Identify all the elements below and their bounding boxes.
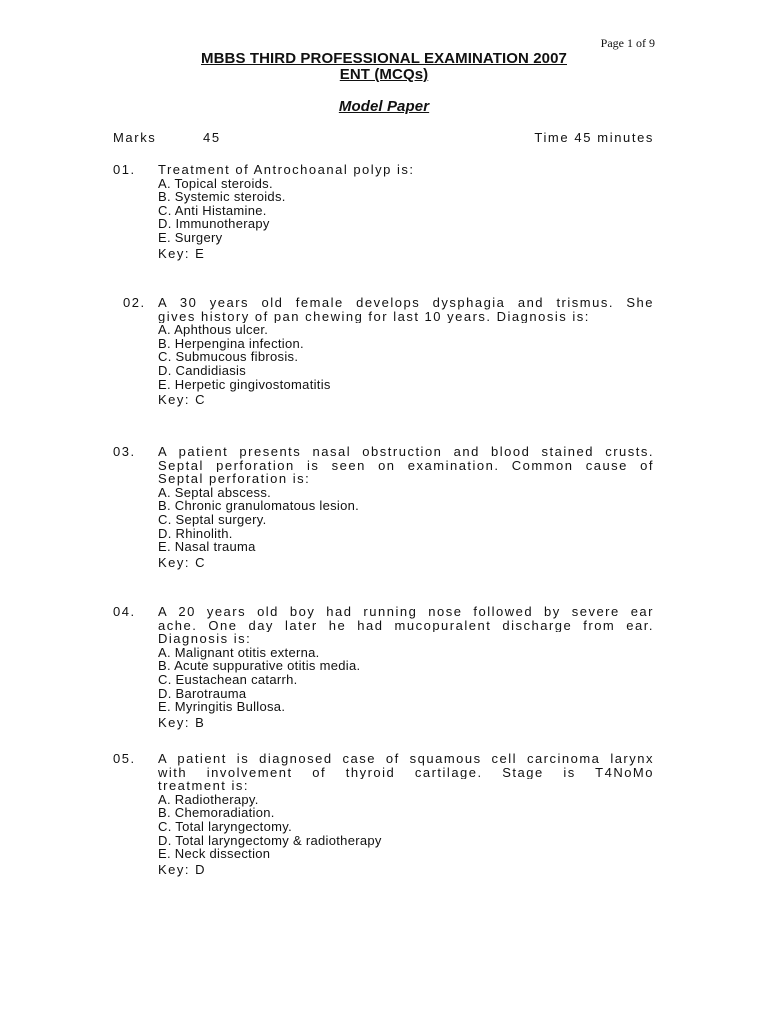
- answer-option: B. Chronic granulomatous lesion.: [158, 498, 360, 514]
- answer-option: C. Total laryngectomy.: [158, 818, 293, 834]
- question-number: 05.: [113, 751, 136, 766]
- answer-option: A. Septal abscess.: [158, 484, 272, 500]
- exam-subject-text: ENT (MCQs): [339, 66, 429, 83]
- answer-key: Key: B: [158, 714, 206, 730]
- answer-option: C. Anti Histamine.: [158, 202, 267, 218]
- answer-option: C. Eustachean catarrh.: [158, 671, 298, 687]
- time-allowed: Time 45 minutes: [534, 130, 654, 145]
- question-stem-line: A patient is diagnosed case of squamous cell carcinoma larynx: [158, 752, 654, 766]
- question-number: 01.: [113, 162, 136, 177]
- question-body: [158, 445, 654, 569]
- question-stem-line: ache. One day later he had mucopuralent discharge from ear.: [158, 618, 654, 633]
- question-stem-line: gives history of pan chewing for last 10 years. Diagnosis is:: [158, 309, 590, 324]
- answer-option: D. Immunotherapy: [158, 216, 270, 232]
- answer-option: A. Malignant otitis externa.: [158, 644, 320, 660]
- answer-option: E. Nasal trauma: [158, 539, 256, 555]
- answer-option: D. Barotrauma: [158, 685, 247, 701]
- answer-key: Key: E: [158, 245, 206, 261]
- question-stem-line: Treatment of Antrochoanal polyp is:: [158, 163, 415, 177]
- question-stem-line: A patient presents nasal obstruction and blood stained crusts.: [158, 445, 654, 459]
- answer-option: B. Systemic steroids.: [158, 189, 286, 205]
- answer-option: E. Herpetic gingivostomatitis: [158, 376, 331, 392]
- paper-type: [0, 98, 768, 115]
- answer-option: A. Aphthous ulcer.: [158, 322, 269, 338]
- answer-option: E. Neck dissection: [158, 846, 271, 862]
- question-body: [158, 296, 654, 407]
- exam-title-text: MBBS THIRD PROFESSIONAL EXAMINATION 2007: [201, 50, 567, 67]
- answer-option: E. Surgery: [158, 229, 223, 245]
- answer-option: D. Candidiasis: [158, 362, 247, 378]
- answer-option: A. Radiotherapy.: [158, 791, 259, 807]
- question-stem-line: Septal perforation is:: [158, 472, 311, 486]
- answer-key: Key: C: [158, 392, 207, 408]
- answer-option: B. Herpengina infection.: [158, 335, 304, 351]
- answer-option: B. Chemoradiation.: [158, 805, 275, 821]
- question-stem-line: with involvement of thyroid cartilage. Stage is T4NoMo: [158, 765, 654, 780]
- question-body: [158, 163, 654, 260]
- question-stem-line: treatment is:: [158, 779, 250, 793]
- question-number: 04.: [113, 604, 136, 619]
- exam-subject: [0, 66, 768, 83]
- question-stem-line: Diagnosis is:: [158, 632, 252, 646]
- question-stem-line: Septal perforation is seen on examination. Common cause of: [158, 458, 654, 473]
- answer-option: D. Rhinolith.: [158, 525, 233, 541]
- question-stem-line: A 20 years old boy had running nose followed by severe ear: [158, 605, 654, 619]
- question-stem-line: A 30 years old female develops dysphagia and trismus. She: [158, 296, 654, 310]
- answer-option: A. Topical steroids.: [158, 175, 273, 191]
- answer-key: Key: C: [158, 554, 207, 570]
- marks-label: Marks: [113, 130, 157, 145]
- question-number: 02.: [123, 295, 146, 310]
- page-number: Page 1 of 9: [600, 36, 655, 50]
- answer-option: C. Submucous fibrosis.: [158, 349, 299, 365]
- paper-type-text: Model Paper: [338, 98, 430, 115]
- answer-option: D. Total laryngectomy & radiotherapy: [158, 832, 382, 848]
- answer-option: E. Myringitis Bullosa.: [158, 699, 286, 715]
- question-body: [158, 605, 654, 729]
- question-number: 03.: [113, 444, 136, 459]
- answer-key: Key: D: [158, 861, 207, 877]
- answer-option: B. Acute suppurative otitis media.: [158, 658, 361, 674]
- marks-value: 45: [203, 130, 221, 145]
- question-body: [158, 752, 654, 876]
- answer-option: C. Septal surgery.: [158, 511, 267, 527]
- exam-title: [0, 50, 768, 67]
